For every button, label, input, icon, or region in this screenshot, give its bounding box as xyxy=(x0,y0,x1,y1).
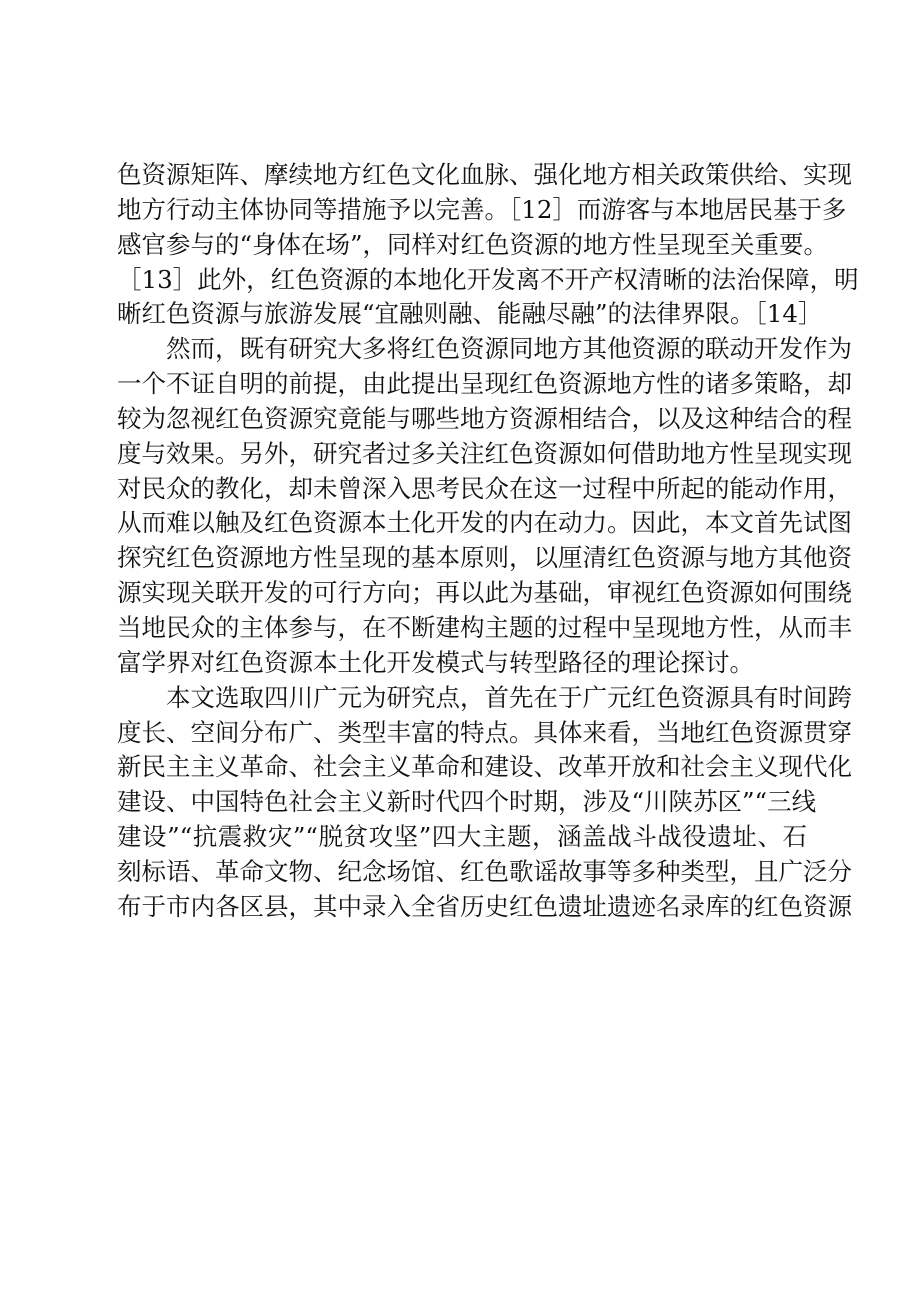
text-line: 刻标语、革命文物、纪念场馆、红色歌谣故事等多种类型，且广泛分 xyxy=(117,856,852,886)
text-line: 然而，既有研究大多将红色资源同地方其他资源的联动开发作为 xyxy=(166,334,852,364)
text-line: 度长、空间分布广、类型丰富的特点。具体来看，当地红色资源贯穿 xyxy=(117,717,852,747)
text-line: 从而难以触及红色资源本土化开发的内在动力。因此，本文首先试图 xyxy=(117,508,852,538)
text-line: 本文选取四川广元为研究点，首先在于广元红色资源具有时间跨 xyxy=(166,682,852,712)
text-line: 建设”“抗震救灾”“脱贫攻坚”四大主题，涵盖战斗战役遗址、石 xyxy=(117,822,807,852)
text-line: 布于市内各区县，其中录入全省历史红色遗址遗迹名录库的红色资源 xyxy=(117,891,852,921)
text-line: 一个不证自明的前提，由此提出呈现红色资源地方性的诸多策略，却 xyxy=(117,369,852,399)
text-line: 较为忽视红色资源究竟能与哪些地方资源相结合，以及这种结合的程 xyxy=(117,403,852,433)
text-line: 色资源矩阵、摩续地方红色文化血脉、强化地方相关政策供给、实现 xyxy=(117,160,852,189)
text-line: 富学界对红色资源本土化开发模式与转型路径的理论探讨。 xyxy=(117,647,754,677)
text-line: ［13］此外，红色资源的本地化开发离不开产权清晰的法治保障，明 xyxy=(117,264,859,294)
text-line: 新民主主义革命、社会主义革命和建设、改革开放和社会主义现代化 xyxy=(117,752,852,782)
text-line: 地方行动主体协同等措施予以完善。［12］而游客与本地居民基于多 xyxy=(117,194,847,224)
body-text xyxy=(117,158,859,925)
text-line: 源实现关联开发的可行方向；再以此为基础，审视红色资源如何围绕 xyxy=(117,578,852,608)
text-line: 建设、中国特色社会主义新时代四个时期，涉及“川陕苏区”“三线 xyxy=(117,787,817,817)
text-line: 感官参与的“身体在场”，同样对红色资源的地方性呈现至关重要。 xyxy=(117,229,829,259)
text-line: 当地民众的主体参与，在不断建构主题的过程中呈现地方性，从而丰 xyxy=(117,612,852,642)
text-line: 探究红色资源地方性呈现的基本原则，以厘清红色资源与地方其他资 xyxy=(117,543,852,573)
text-line: 晰红色资源与旅游发展“宜融则融、能融尽融”的法律界限。［14］ xyxy=(117,299,823,329)
text-line: 对民众的教化，却未曾深入思考民众在这一过程中所起的能动作用， xyxy=(117,473,852,503)
text-line: 度与效果。另外，研究者过多关注红色资源如何借助地方性呈现实现 xyxy=(117,438,852,468)
